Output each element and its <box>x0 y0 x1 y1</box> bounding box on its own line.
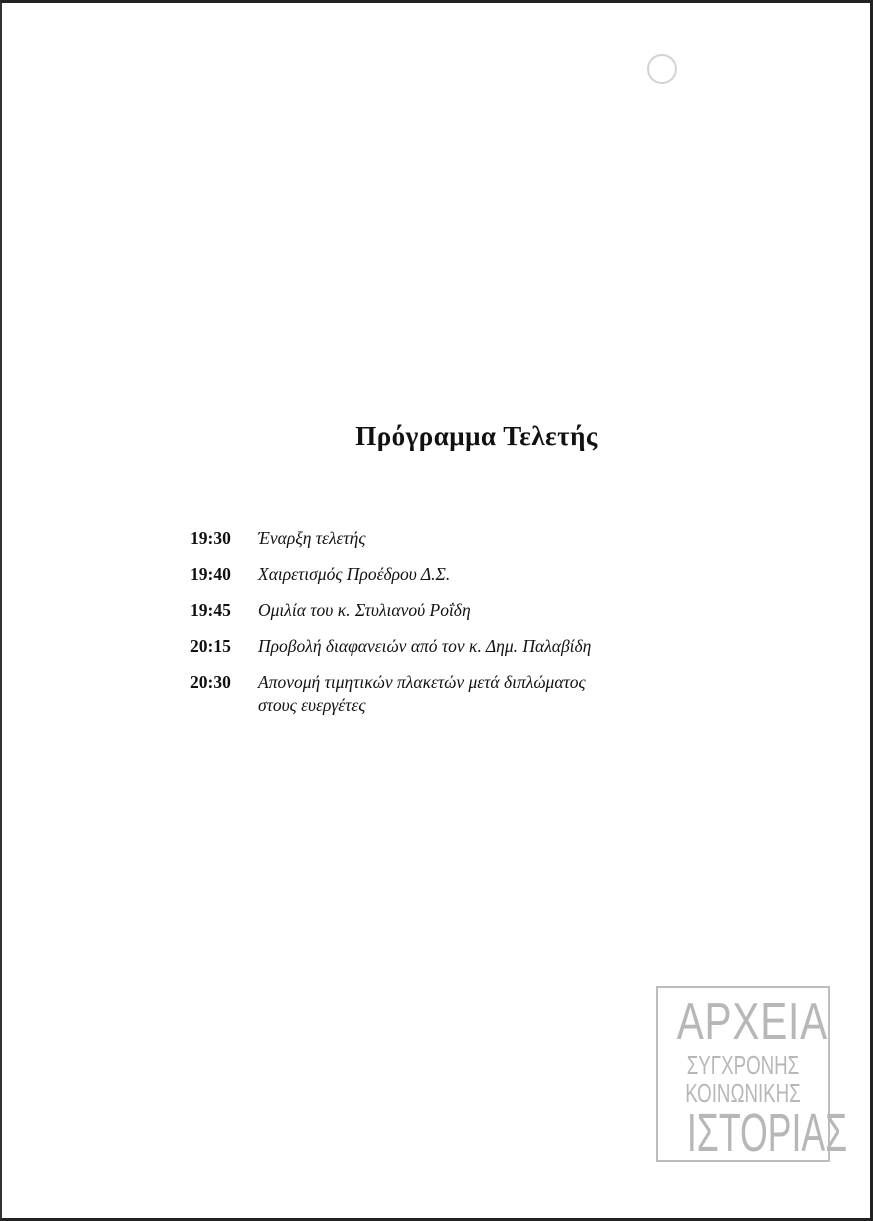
stamp-line-social: ΚΟΙΝΩΝΙΚΗΣ <box>685 1078 801 1108</box>
punch-hole <box>647 54 677 84</box>
program-time: 20:30 <box>190 672 231 692</box>
page-title: Πρόγραμμα Τελετής <box>355 421 598 451</box>
stamp-line-contemporary: ΣΥΓΧΡΟΝΗΣ <box>686 1050 800 1080</box>
program-description-line: στους ευεργέτες <box>258 695 366 715</box>
program-description <box>258 671 710 717</box>
program-description-line: Απονομή τιμητικών πλακετών μετά διπλώματος <box>258 672 586 692</box>
stamp-line-history: ΙΣΤΟΡΙΑΣ <box>686 1103 848 1163</box>
program-description: Ομιλία του κ. Στυλιανού Ροΐδη <box>258 600 471 620</box>
program-row <box>190 599 710 635</box>
program-description: Έναρξη τελετής <box>258 528 366 548</box>
program-row <box>190 527 710 563</box>
program-time: 19:30 <box>190 528 231 548</box>
program-row <box>190 635 710 671</box>
program-time: 19:40 <box>190 564 231 584</box>
archive-stamp <box>656 986 848 1163</box>
program-time: 19:45 <box>190 600 231 620</box>
stamp-line-archives: ΑΡΧΕΙΑ <box>676 993 828 1051</box>
program-description: Προβολή διαφανειών από τον κ. Δημ. Παλαβίδη <box>258 636 592 656</box>
program-description: Χαιρετισμός Προέδρου Δ.Σ. <box>258 564 451 584</box>
program-row <box>190 671 710 717</box>
ceremony-program <box>190 527 710 717</box>
program-row <box>190 563 710 599</box>
program-time: 20:15 <box>190 636 231 656</box>
